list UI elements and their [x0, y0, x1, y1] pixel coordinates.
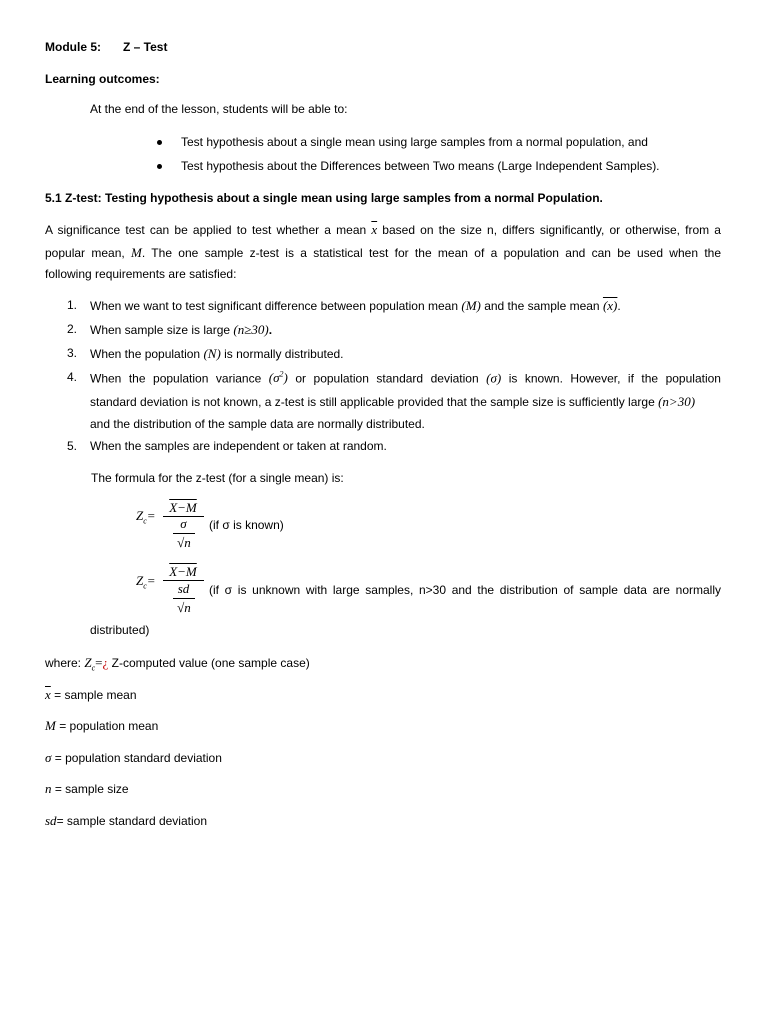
formula-note: (if σ is unknown with large samples, n>30 and the distribution of sample data are normally	[209, 583, 721, 597]
requirement-item: When the population variance $(\sigma^2)$ or population standard deviation (σ) is known. However, if the population	[90, 370, 721, 386]
formula-den-sd: sd	[177, 581, 190, 596]
definition-m: M = population mean	[45, 718, 159, 733]
formula-note: (if σ is known)	[209, 518, 284, 532]
module-title: Z – Test	[123, 40, 168, 54]
definition-n: n = sample size	[45, 781, 129, 796]
requirement-item: When the population (N) is normally distributed.	[90, 346, 344, 361]
outcome-item: Test hypothesis about the Differences between Two means (Large Independent Samples).	[181, 159, 660, 173]
requirement-item-cont: standard deviation is not known, a z-test is still applicable provided that the sample size is sufficiently large (n>30)	[90, 394, 696, 409]
definition-zc: where: $Z_c=¿$ Z-computed value (one sample case)	[45, 655, 310, 673]
list-number: 2.	[67, 322, 78, 336]
bullet-icon	[157, 164, 162, 169]
list-number: 3.	[67, 346, 78, 360]
m-symbol: M	[131, 245, 142, 260]
zc-symbol: $Z_c=$	[136, 508, 156, 526]
definition-sd: sd= sample standard deviation	[45, 813, 207, 828]
zc-symbol: $Z_c=$	[136, 573, 156, 591]
sqrt-n: √n	[177, 600, 191, 615]
list-number: 4.	[67, 370, 78, 384]
requirement-item: When we want to test significant difference between population mean (M) and the sample mean (x).	[90, 298, 621, 313]
outcomes-intro: At the end of the lesson, students will be able to:	[90, 102, 348, 116]
paragraph-line: following requirements are satisfied:	[45, 267, 237, 281]
sqrt-n: √n	[177, 535, 191, 550]
formula-numerator: X−M	[169, 500, 197, 515]
formula-den-sigma: σ	[180, 516, 187, 531]
list-number: 5.	[67, 439, 78, 453]
paragraph-line: A significance test can be applied to test whether a mean $\overline{x}$ based on the size n, differs significantly, or otherwise, from a	[45, 222, 721, 237]
definition-sigma: σ = population standard deviation	[45, 750, 222, 765]
requirement-item: When sample size is large (n≥30).	[90, 322, 273, 337]
formula-numerator: X−M	[169, 564, 197, 579]
paragraph-line: popular mean, M. The one sample z-test is a statistical test for the mean of a population and can be used when the	[45, 245, 721, 260]
module-label: Module 5:	[45, 40, 101, 54]
requirement-item-cont: and the distribution of the sample data are normally distributed.	[90, 417, 425, 431]
section-title: 5.1 Z-test: Testing hypothesis about a single mean using large samples from a normal Population.	[45, 191, 603, 205]
xbar-symbol: $\overline{x}$	[371, 222, 378, 237]
formula-intro: The formula for the z-test (for a single mean) is:	[91, 471, 344, 485]
formula-note-cont: distributed)	[90, 623, 150, 637]
learning-outcomes-heading: Learning outcomes:	[45, 72, 160, 86]
definition-xbar: $\overline{x}$ = sample mean	[45, 687, 137, 702]
bullet-icon	[157, 140, 162, 145]
requirement-item: When the samples are independent or taken at random.	[90, 439, 387, 453]
fraction-bar	[173, 598, 195, 599]
list-number: 1.	[67, 298, 78, 312]
fraction-bar	[173, 533, 195, 534]
outcome-item: Test hypothesis about a single mean using large samples from a normal population, and	[181, 135, 648, 149]
